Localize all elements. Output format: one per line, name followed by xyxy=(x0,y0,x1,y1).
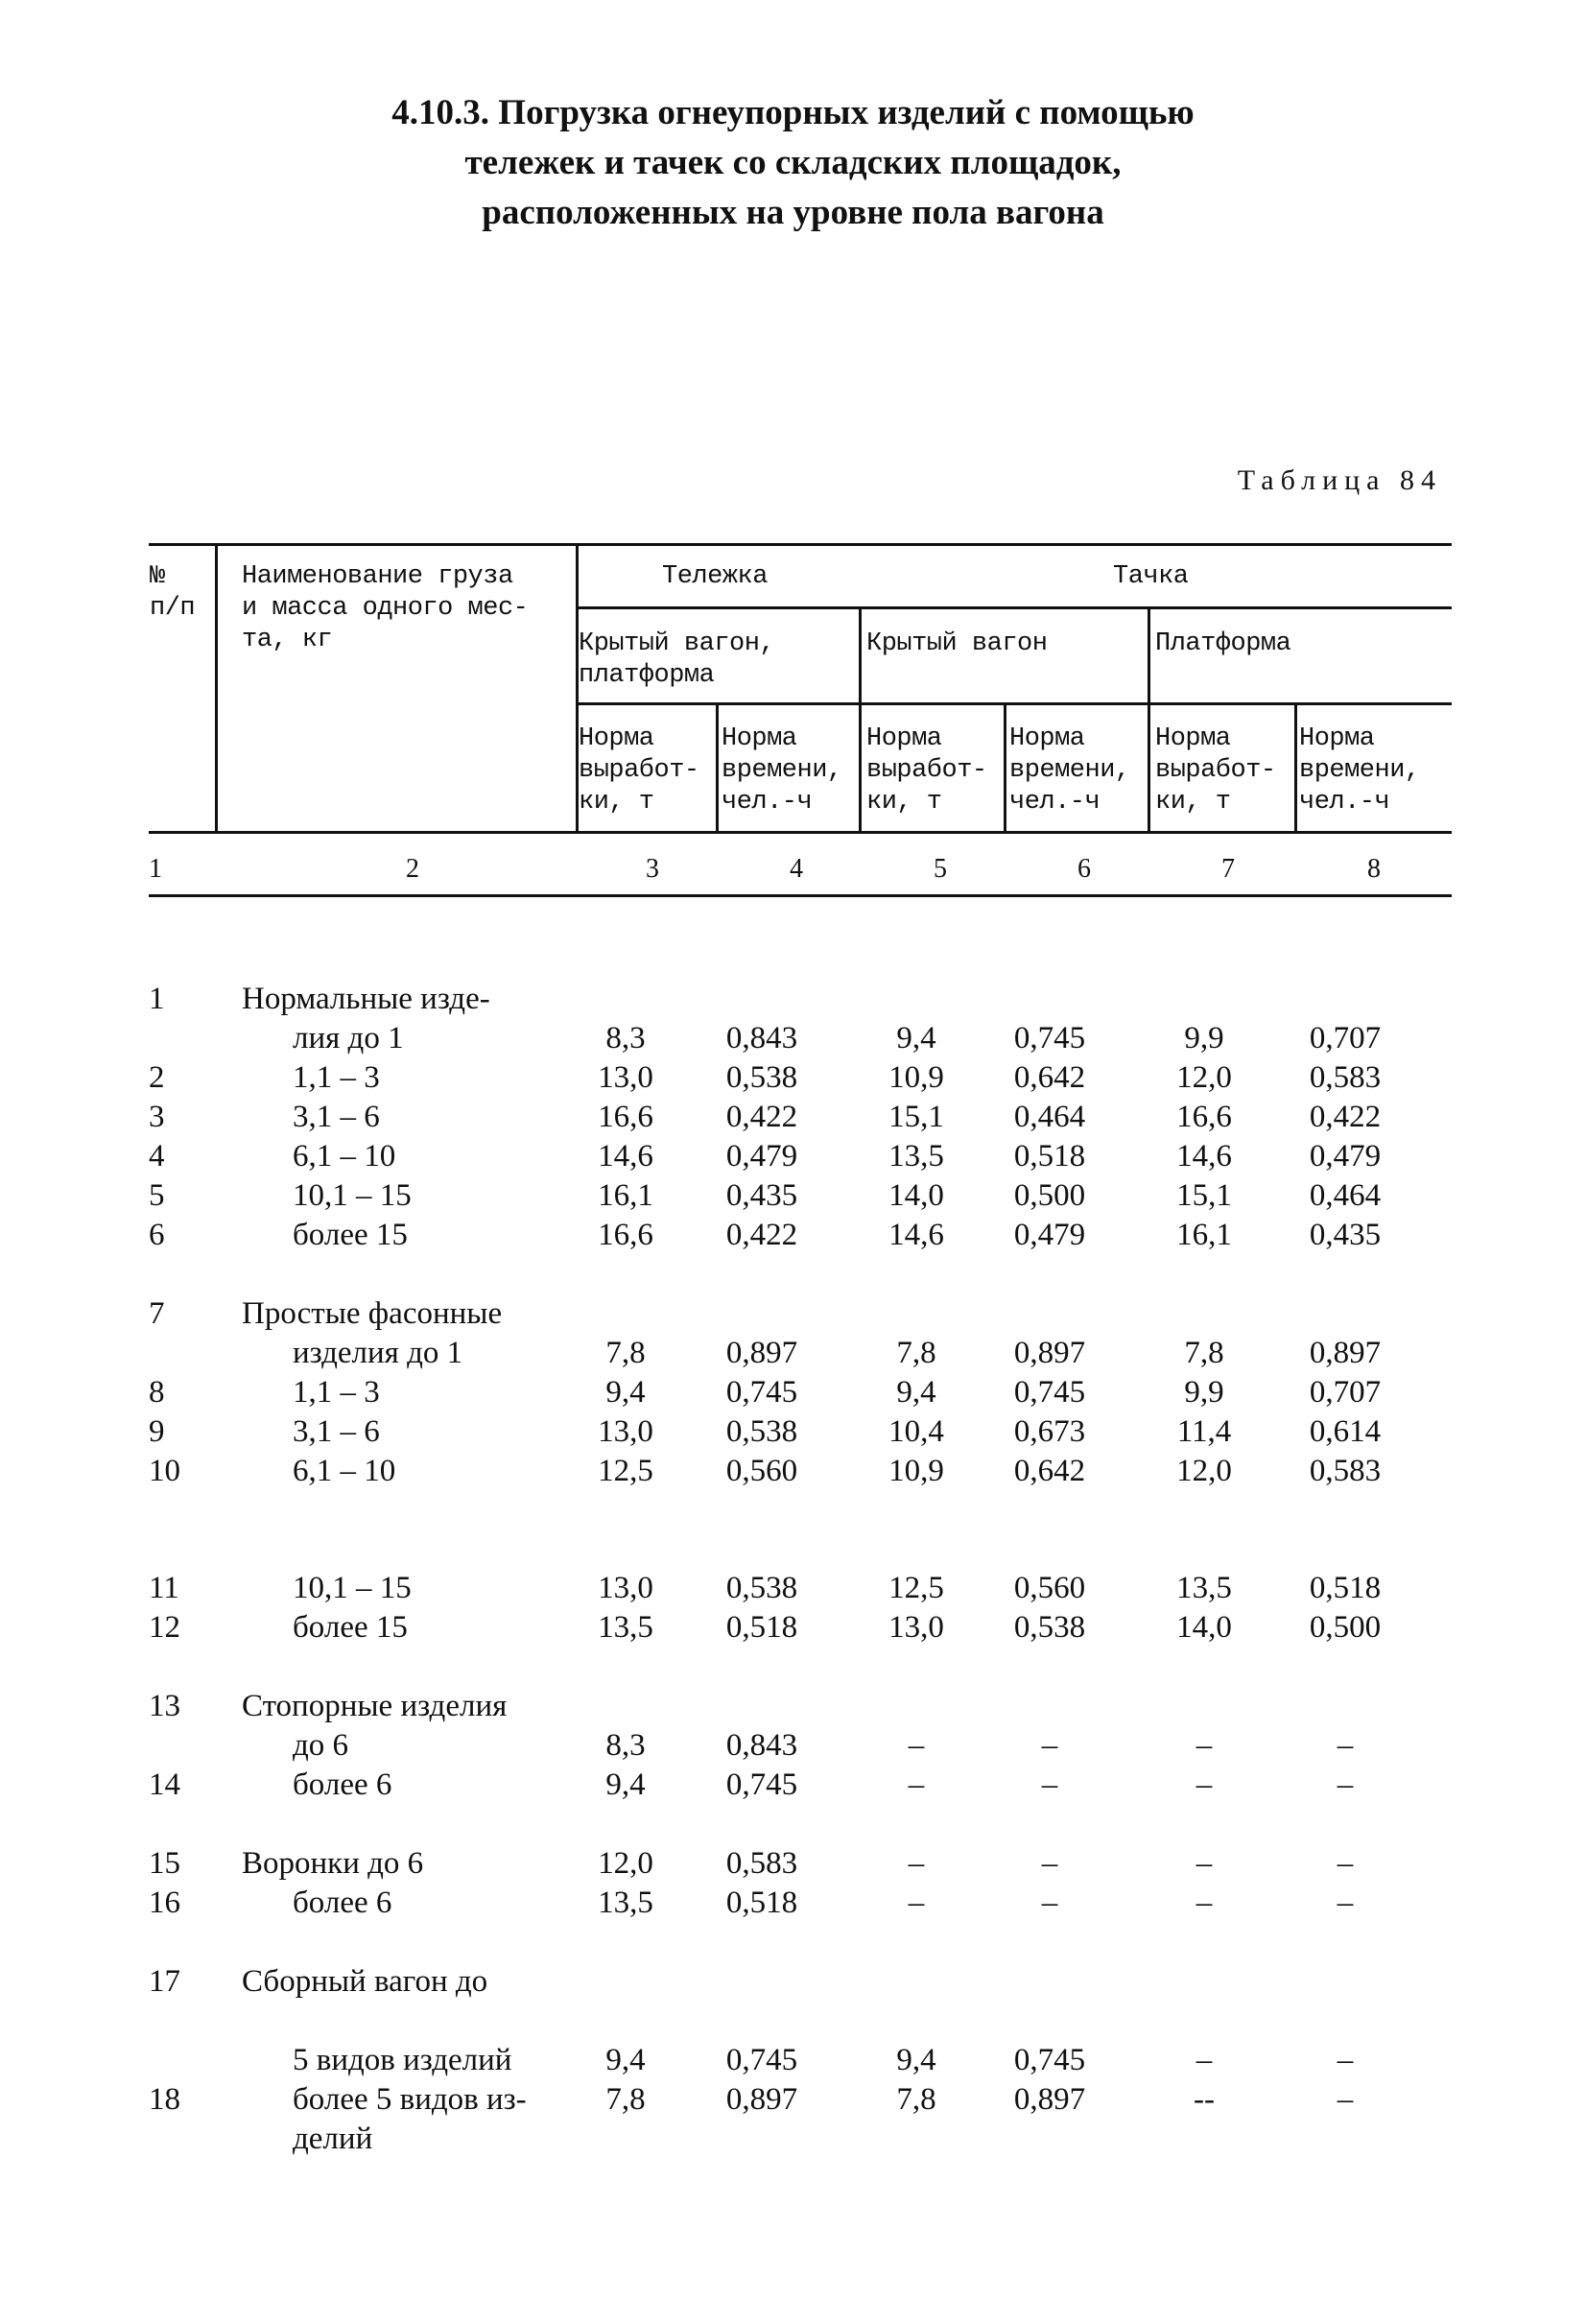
row-value-col-8: – xyxy=(1337,2043,1354,2077)
row-name: более 6 xyxy=(293,1767,392,1802)
row-value-col-3: 7,8 xyxy=(605,2082,646,2117)
header-vrule-1 xyxy=(215,543,218,834)
row-value-col-4: 0,745 xyxy=(725,1375,798,1410)
row-value-col-5: 14,0 xyxy=(888,1178,944,1213)
header-norma-vyrabotki-3: Норма выработ- ки, т xyxy=(579,724,699,817)
row-value-col-5: – xyxy=(908,1846,925,1881)
table-number-label: Таблица 84 xyxy=(1237,464,1442,496)
row-value-col-5: – xyxy=(908,1885,925,1920)
row-name: 10,1 – 15 xyxy=(293,1178,412,1213)
row-value-col-8: 0,897 xyxy=(1309,1336,1382,1370)
row-value-col-4: 0,583 xyxy=(725,1846,798,1881)
row-value-col-5: – xyxy=(908,1728,925,1763)
header-norma-vremeni-8: Норма времени, чел.-ч xyxy=(1299,724,1420,817)
row-value-col-7: – xyxy=(1195,1846,1213,1881)
row-value-col-7: – xyxy=(1195,1728,1213,1763)
header-tachka: Тачка xyxy=(1113,562,1189,591)
row-value-col-5: 9,4 xyxy=(896,1021,936,1055)
row-value-col-3: 16,6 xyxy=(598,1100,653,1134)
header-kryty: Крытый вагон xyxy=(866,629,1048,658)
row-value-col-6: 0,500 xyxy=(1013,1178,1086,1213)
row-number: 16 xyxy=(149,1885,180,1920)
row-value-col-6: 0,673 xyxy=(1013,1414,1086,1449)
header-vrule-7 xyxy=(1294,702,1297,834)
row-name: 10,1 – 15 xyxy=(293,1571,412,1605)
row-name: 5 видов изделий xyxy=(293,2043,512,2077)
row-value-col-6: 0,745 xyxy=(1013,2043,1086,2077)
row-value-col-5: 9,4 xyxy=(896,1375,936,1410)
row-number: 8 xyxy=(149,1375,165,1410)
row-value-col-7: -- xyxy=(1194,2082,1215,2117)
row-number: 3 xyxy=(149,1100,165,1134)
row-value-col-7: 12,0 xyxy=(1176,1454,1232,1488)
row-value-col-8: 0,500 xyxy=(1309,1610,1382,1645)
row-value-col-4: 0,538 xyxy=(725,1060,798,1095)
row-value-col-3: 16,6 xyxy=(598,1218,653,1252)
row-number: 2 xyxy=(149,1060,165,1095)
row-value-col-3: 14,6 xyxy=(598,1139,653,1174)
row-value-col-5: 13,5 xyxy=(888,1139,944,1174)
row-name: Сборный вагон до xyxy=(242,1964,488,1999)
title-line-3: расположенных на уровне пола вагона xyxy=(482,193,1104,232)
row-value-col-8: 0,464 xyxy=(1309,1178,1382,1213)
row-value-col-3: 13,0 xyxy=(598,1060,653,1095)
row-value-col-5: 15,1 xyxy=(888,1100,944,1134)
title-line-1: 4.10.3. Погрузка огнеупорных изделий с помощью xyxy=(391,93,1195,132)
header-platforma: Платформа xyxy=(1155,629,1291,658)
header-vrule-3 xyxy=(716,702,719,834)
row-value-col-7: 14,6 xyxy=(1176,1139,1232,1174)
row-number: 17 xyxy=(149,1964,180,1999)
row-value-col-6: – xyxy=(1041,1728,1058,1763)
row-value-col-8: 0,614 xyxy=(1309,1414,1382,1449)
row-value-col-4: 0,422 xyxy=(725,1218,798,1252)
row-value-col-7: – xyxy=(1195,2043,1213,2077)
row-name: более 6 xyxy=(293,1885,392,1920)
row-number: 15 xyxy=(149,1846,180,1881)
row-value-col-6: – xyxy=(1041,1767,1058,1802)
row-name: 6,1 – 10 xyxy=(293,1454,396,1488)
row-value-col-8: 0,707 xyxy=(1309,1375,1382,1410)
row-value-col-8: 0,435 xyxy=(1309,1218,1382,1252)
row-value-col-3: 13,0 xyxy=(598,1414,653,1449)
header-norma-vyrabotki-7: Норма выработ- ки, т xyxy=(1155,724,1276,817)
row-value-col-3: 9,4 xyxy=(605,1767,646,1802)
row-number: 7 xyxy=(149,1296,165,1331)
row-name: до 6 xyxy=(293,1728,349,1763)
header-name: Наименование груза и масса одного мес- та, кг xyxy=(242,562,529,654)
row-value-col-4: 0,538 xyxy=(725,1571,798,1605)
row-number: 6 xyxy=(149,1218,165,1252)
row-value-col-8: – xyxy=(1337,1767,1354,1802)
row-value-col-5: 14,6 xyxy=(888,1218,944,1252)
row-value-col-6: 0,538 xyxy=(1013,1610,1086,1645)
row-value-col-6: 0,464 xyxy=(1013,1100,1086,1134)
row-value-col-3: 13,5 xyxy=(598,1885,653,1920)
row-value-col-3: 8,3 xyxy=(605,1728,646,1763)
row-value-col-8: – xyxy=(1337,1846,1354,1881)
row-value-col-6: 0,642 xyxy=(1013,1060,1086,1095)
row-value-col-4: 0,518 xyxy=(725,1610,798,1645)
row-value-col-6: 0,745 xyxy=(1013,1375,1086,1410)
row-value-col-7: 16,6 xyxy=(1176,1100,1232,1134)
row-number: 12 xyxy=(149,1610,180,1645)
row-value-col-6: 0,518 xyxy=(1013,1139,1086,1174)
row-value-col-3: 8,3 xyxy=(605,1021,646,1055)
row-number: 4 xyxy=(149,1139,165,1174)
header-telezhka: Тележка xyxy=(662,562,768,591)
row-name: лия до 1 xyxy=(293,1021,404,1055)
row-number: 10 xyxy=(149,1454,180,1488)
row-value-col-8: – xyxy=(1337,2082,1354,2117)
row-value-col-5: 10,9 xyxy=(888,1454,944,1488)
table-header xyxy=(0,0,1586,960)
row-value-col-4: 0,897 xyxy=(725,1336,798,1370)
row-value-col-5: 10,9 xyxy=(888,1060,944,1095)
header-norma-vyrabotki-5: Норма выработ- ки, т xyxy=(866,724,987,817)
header-kryty-platforma: Крытый вагон, платформа xyxy=(579,629,775,690)
row-value-col-4: 0,518 xyxy=(725,1885,798,1920)
row-value-col-8: 0,422 xyxy=(1309,1100,1382,1134)
row-value-col-3: 13,5 xyxy=(598,1610,653,1645)
colnum-6: 6 xyxy=(1077,854,1091,884)
row-name: более 15 xyxy=(293,1218,408,1252)
row-value-col-6: 0,479 xyxy=(1013,1218,1086,1252)
colnum-5: 5 xyxy=(934,854,947,884)
row-value-col-6: 0,897 xyxy=(1013,2082,1086,2117)
row-value-col-8: 0,518 xyxy=(1309,1571,1382,1605)
row-value-col-7: 9,9 xyxy=(1184,1375,1224,1410)
row-name: 6,1 – 10 xyxy=(293,1139,396,1174)
header-bottom-rule xyxy=(149,831,1452,834)
row-value-col-3: 16,1 xyxy=(598,1178,653,1213)
colnum-bottom-rule xyxy=(149,894,1452,897)
header-vrule-5 xyxy=(1004,702,1006,834)
row-value-col-6: – xyxy=(1041,1885,1058,1920)
row-value-col-6: 0,642 xyxy=(1013,1454,1086,1488)
row-value-col-6: 0,745 xyxy=(1013,1021,1086,1055)
row-number: 1 xyxy=(149,982,165,1016)
row-value-col-7: 14,0 xyxy=(1176,1610,1232,1645)
row-name: 3,1 – 6 xyxy=(293,1414,380,1449)
row-value-col-7: – xyxy=(1195,1885,1213,1920)
row-value-col-7: 9,9 xyxy=(1184,1021,1224,1055)
row-name: Простые фасонные xyxy=(242,1296,503,1331)
header-vrule-4 xyxy=(859,606,862,834)
row-name: Стопорные изделия xyxy=(242,1689,508,1723)
row-value-col-7: – xyxy=(1195,1767,1213,1802)
row-number: 5 xyxy=(149,1178,165,1213)
row-value-col-5: 9,4 xyxy=(896,2043,936,2077)
row-value-col-3: 12,5 xyxy=(598,1454,653,1488)
header-norma-vremeni-4: Норма времени, чел.-ч xyxy=(722,724,842,817)
colnum-8: 8 xyxy=(1367,854,1381,884)
title-line-2: тележек и тачек со складских площадок, xyxy=(464,143,1122,182)
row-value-col-5: 7,8 xyxy=(896,2082,936,2117)
row-value-col-4: 0,479 xyxy=(725,1139,798,1174)
row-value-col-5: 12,5 xyxy=(888,1571,944,1605)
row-value-col-8: 0,479 xyxy=(1309,1139,1382,1174)
row-name: Нормальные изде- xyxy=(242,982,490,1016)
row-number: 9 xyxy=(149,1414,165,1449)
header-sub-rule xyxy=(576,702,1452,705)
row-name: 3,1 – 6 xyxy=(293,1100,380,1134)
row-value-col-7: 15,1 xyxy=(1176,1178,1232,1213)
row-value-col-8: – xyxy=(1337,1885,1354,1920)
row-name: делий xyxy=(293,2122,373,2156)
colnum-7: 7 xyxy=(1221,854,1235,884)
row-value-col-8: 0,583 xyxy=(1309,1060,1382,1095)
row-value-col-7: 16,1 xyxy=(1176,1218,1232,1252)
row-value-col-5: – xyxy=(908,1767,925,1802)
row-value-col-7: 11,4 xyxy=(1176,1414,1232,1449)
row-number: 18 xyxy=(149,2082,180,2117)
row-value-col-7: 7,8 xyxy=(1184,1336,1224,1370)
header-group-rule xyxy=(576,606,1452,609)
row-name: 1,1 – 3 xyxy=(293,1060,380,1095)
row-value-col-4: 0,897 xyxy=(725,2082,798,2117)
row-value-col-4: 0,538 xyxy=(725,1414,798,1449)
colnum-2: 2 xyxy=(406,854,419,884)
row-number: 14 xyxy=(149,1767,180,1802)
row-number: 13 xyxy=(149,1689,180,1723)
row-name: Воронки до 6 xyxy=(242,1846,424,1881)
row-value-col-4: 0,745 xyxy=(725,1767,798,1802)
header-top-rule xyxy=(149,543,1452,546)
header-num: № п/п xyxy=(150,562,196,623)
colnum-1: 1 xyxy=(149,854,162,884)
row-value-col-4: 0,422 xyxy=(725,1100,798,1134)
row-value-col-8: 0,583 xyxy=(1309,1454,1382,1488)
row-value-col-4: 0,745 xyxy=(725,2043,798,2077)
row-value-col-3: 7,8 xyxy=(605,1336,646,1370)
row-value-col-8: – xyxy=(1337,1728,1354,1763)
row-value-col-5: 7,8 xyxy=(896,1336,936,1370)
row-value-col-3: 9,4 xyxy=(605,1375,646,1410)
row-value-col-4: 0,843 xyxy=(725,1021,798,1055)
row-name: более 5 видов из- xyxy=(293,2082,527,2117)
row-value-col-5: 10,4 xyxy=(888,1414,944,1449)
row-value-col-8: 0,707 xyxy=(1309,1021,1382,1055)
row-value-col-6: 0,560 xyxy=(1013,1571,1086,1605)
row-value-col-6: – xyxy=(1041,1846,1058,1881)
row-number: 11 xyxy=(149,1571,179,1605)
header-norma-vremeni-6: Норма времени, чел.-ч xyxy=(1009,724,1130,817)
row-value-col-7: 12,0 xyxy=(1176,1060,1232,1095)
colnum-3: 3 xyxy=(646,854,659,884)
row-value-col-3: 9,4 xyxy=(605,2043,646,2077)
row-name: изделия до 1 xyxy=(293,1336,463,1370)
row-value-col-3: 12,0 xyxy=(598,1846,653,1881)
row-value-col-7: 13,5 xyxy=(1176,1571,1232,1605)
row-value-col-4: 0,435 xyxy=(725,1178,798,1213)
row-value-col-6: 0,897 xyxy=(1013,1336,1086,1370)
row-value-col-4: 0,560 xyxy=(725,1454,798,1488)
row-value-col-5: 13,0 xyxy=(888,1610,944,1645)
row-name: 1,1 – 3 xyxy=(293,1375,380,1410)
row-name: более 15 xyxy=(293,1610,408,1645)
header-vrule-6 xyxy=(1148,606,1150,834)
row-value-col-3: 13,0 xyxy=(598,1571,653,1605)
row-value-col-4: 0,843 xyxy=(725,1728,798,1763)
colnum-4: 4 xyxy=(790,854,803,884)
